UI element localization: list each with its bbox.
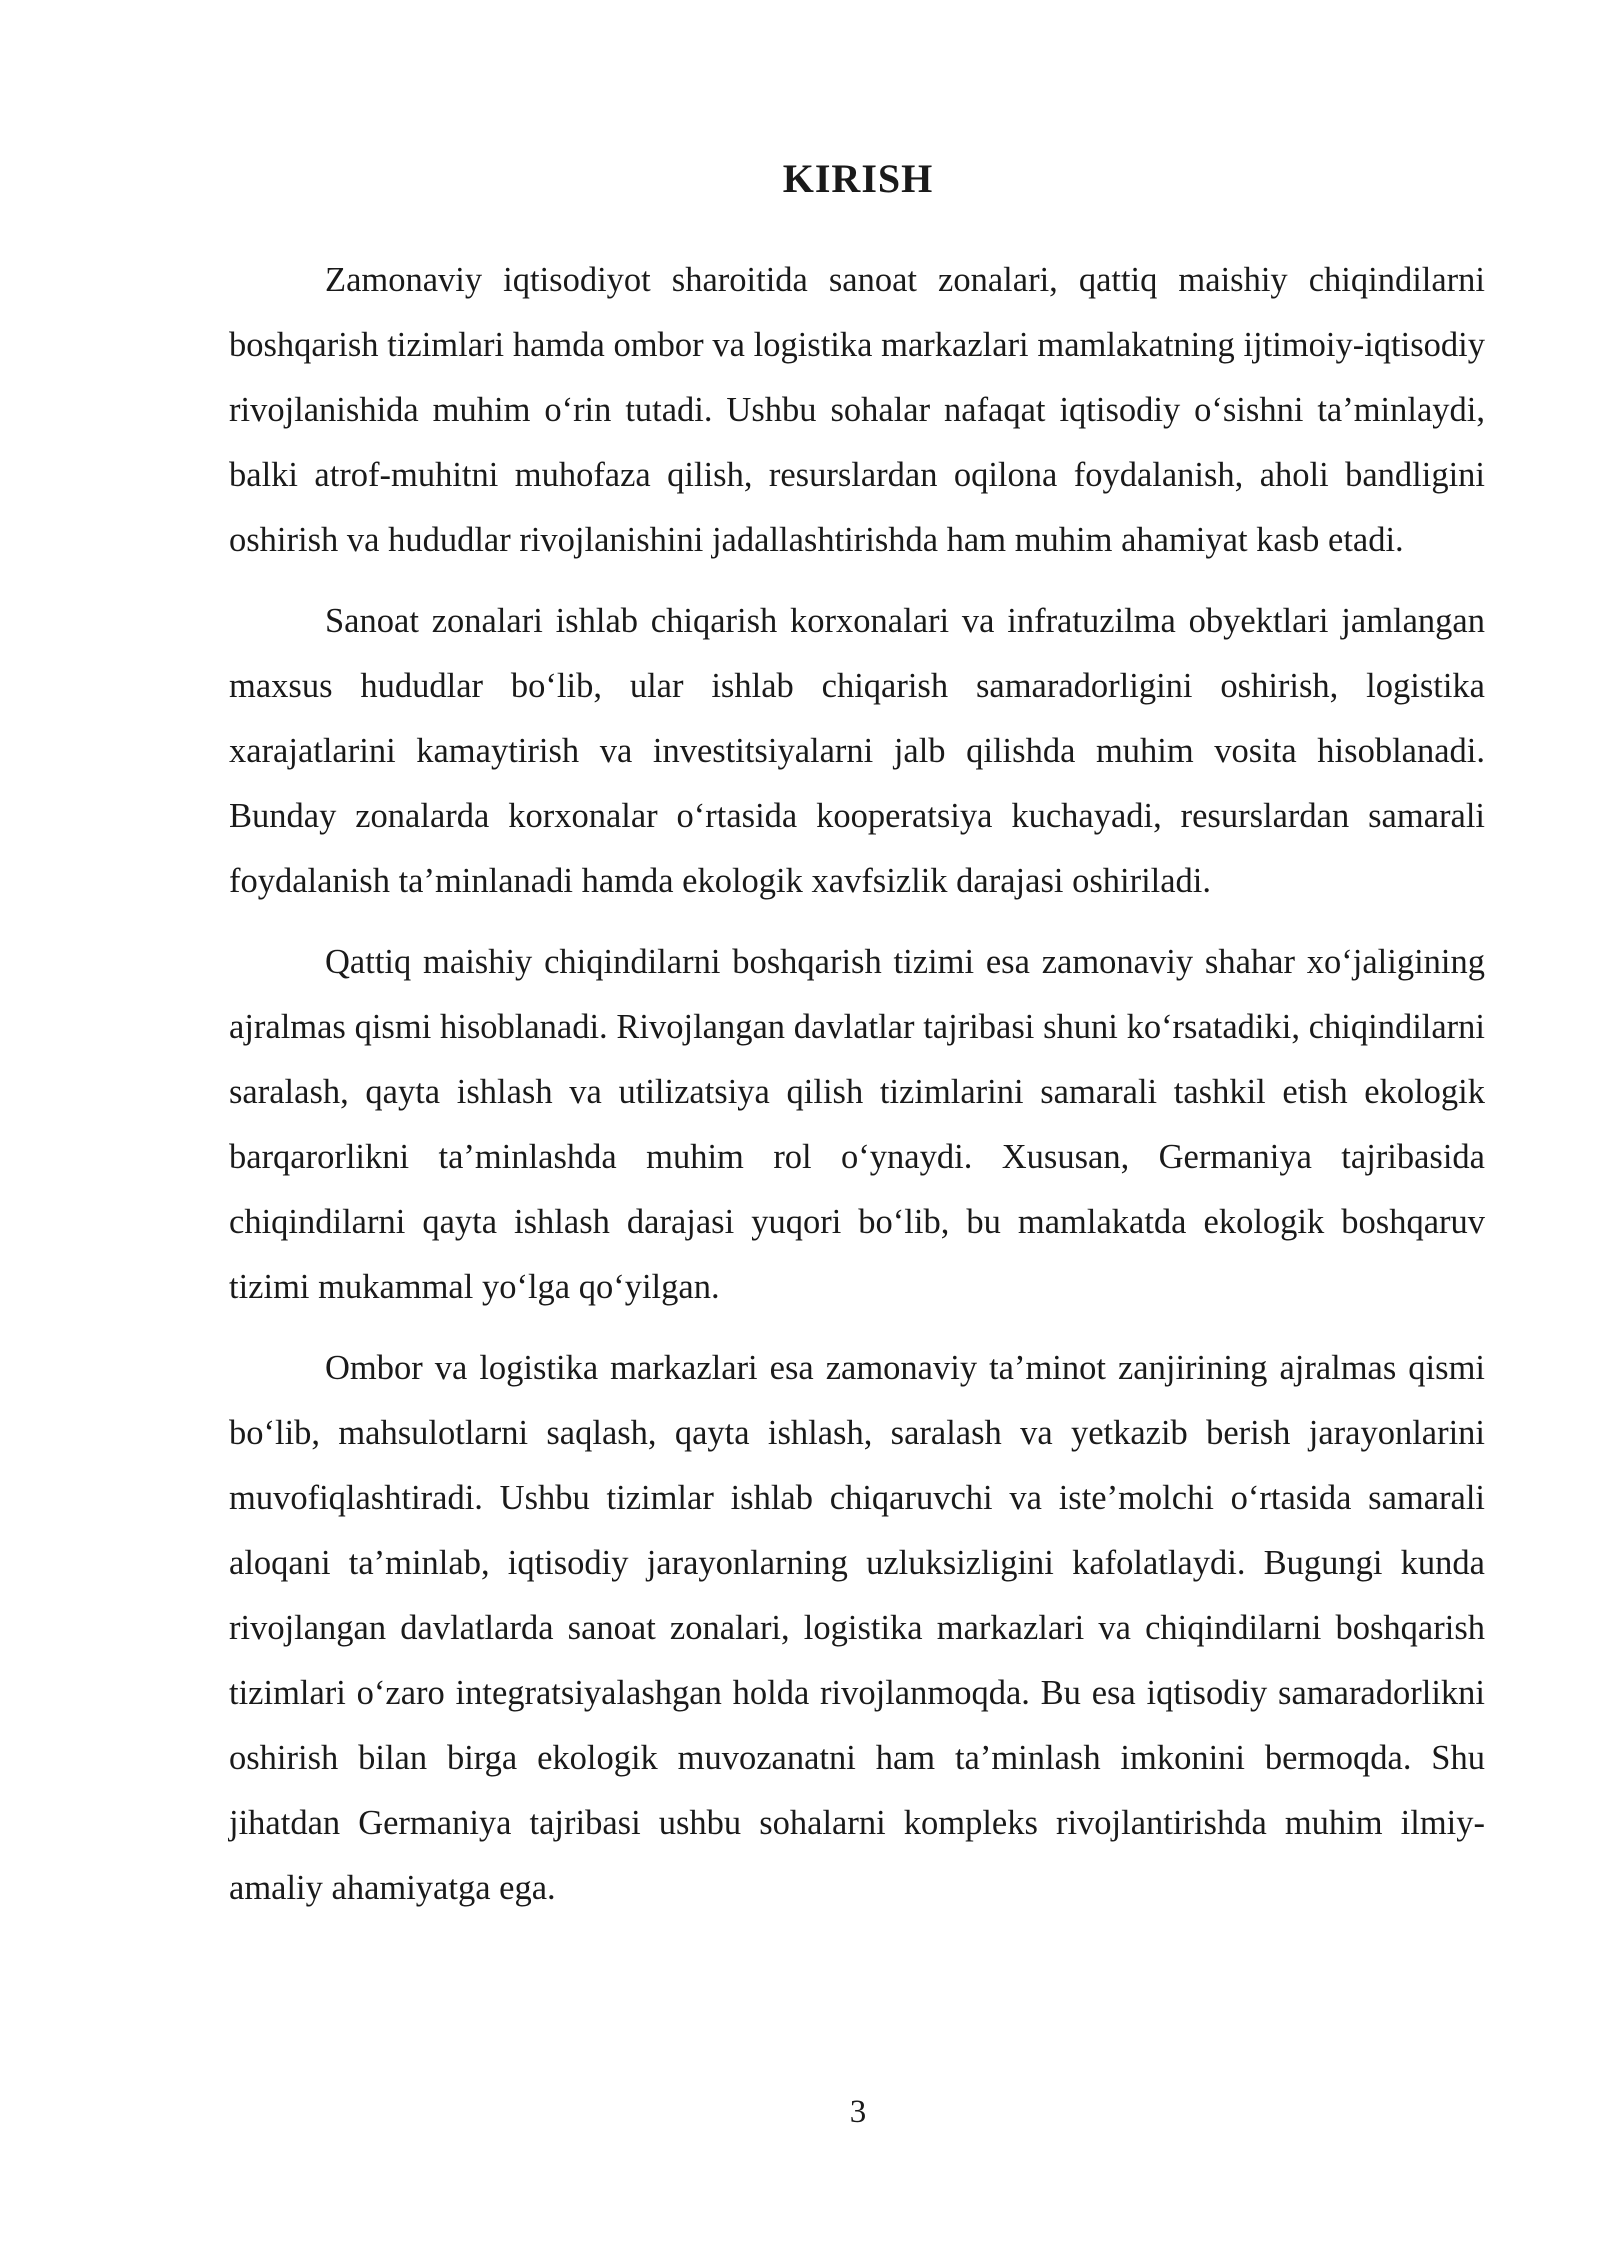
paragraph-3: Qattiq maishiy chiqindilarni boshqarish tizimi esa zamonaviy shahar xo‘jaligining ajralmas qismi hisoblanadi. Rivojlangan davlatlar tajribasi shuni ko‘rsatadiki, chiqindilarni saralash, qayta ishlash va utilizatsiya qilish tizimlarini samarali tashkil etish ekologik barqarorlikni ta’minlashda muhim rol o‘ynaydi. Xususan, Germaniya tajribasida chiqindilarni qayta ishlash darajasi yuqori bo‘lib, bu mamlakatda ekologik boshqaruv tizimi mukammal yo‘lga qo‘yilgan.	[229, 943, 1485, 1306]
paragraph-2: Sanoat zonalari ishlab chiqarish korxonalari va infratuzilma obyektlari jamlangan maxsus hududlar bo‘lib, ular ishlab chiqarish samaradorligini oshirish, logistika xarajatlarini kamaytirish va investitsiyalarni jalb qilishda muhim vosita hisoblanadi. Bunday zonalarda korxonalar o‘rtasida kooperatsiya kuchayadi, resurslardan samarali foydalanish ta’minlanadi hamda ekologik xavfsizlik darajasi oshiriladi.	[229, 602, 1485, 900]
paragraph-1: Zamonaviy iqtisodiyot sharoitida sanoat zonalari, qattiq maishiy chiqindilarni boshqarish tizimlari hamda ombor va logistika markazlari mamlakatning ijtimoiy-iqtisodiy rivojlanishida muhim o‘rin tutadi. Ushbu sohalar nafaqat iqtisodiy o‘sishni ta’minlaydi, balki atrof-muhitni muhofaza qilish, resurslardan oqilona foydalanish, aholi bandligini oshirish va hududlar rivojlanishini jadallashtirishda ham muhim ahamiyat kasb etadi.	[229, 261, 1485, 559]
page-title: KIRISH	[782, 156, 934, 201]
body-text	[229, 248, 1485, 1937]
page-number: 3	[849, 2094, 867, 2130]
paragraph-4: Ombor va logistika markazlari esa zamonaviy ta’minot zanjirining ajralmas qismi bo‘lib, mahsulotlarni saqlash, qayta ishlash, saralash va yetkazib berish jarayonlarini muvofiqlashtiradi. Ushbu tizimlar ishlab chiqaruvchi va iste’molchi o‘rtasida samarali aloqani ta’minlab, iqtisodiy jarayonlarning uzluksizligini kafolatlaydi. Bugungi kunda rivojlangan davlatlarda sanoat zonalari, logistika markazlari va chiqindilarni boshqarish tizimlari o‘zaro integratsiyalashgan holda rivojlanmoqda. Bu esa iqtisodiy samaradorlikni oshirish bilan birga ekologik muvozanatni ham ta’minlash imkonini bermoqda. Shu jihatdan Germaniya tajribasi ushbu sohalarni kompleks rivojlantirishda muhim ilmiy-amaliy ahamiyatga ega.	[229, 1349, 1485, 1907]
